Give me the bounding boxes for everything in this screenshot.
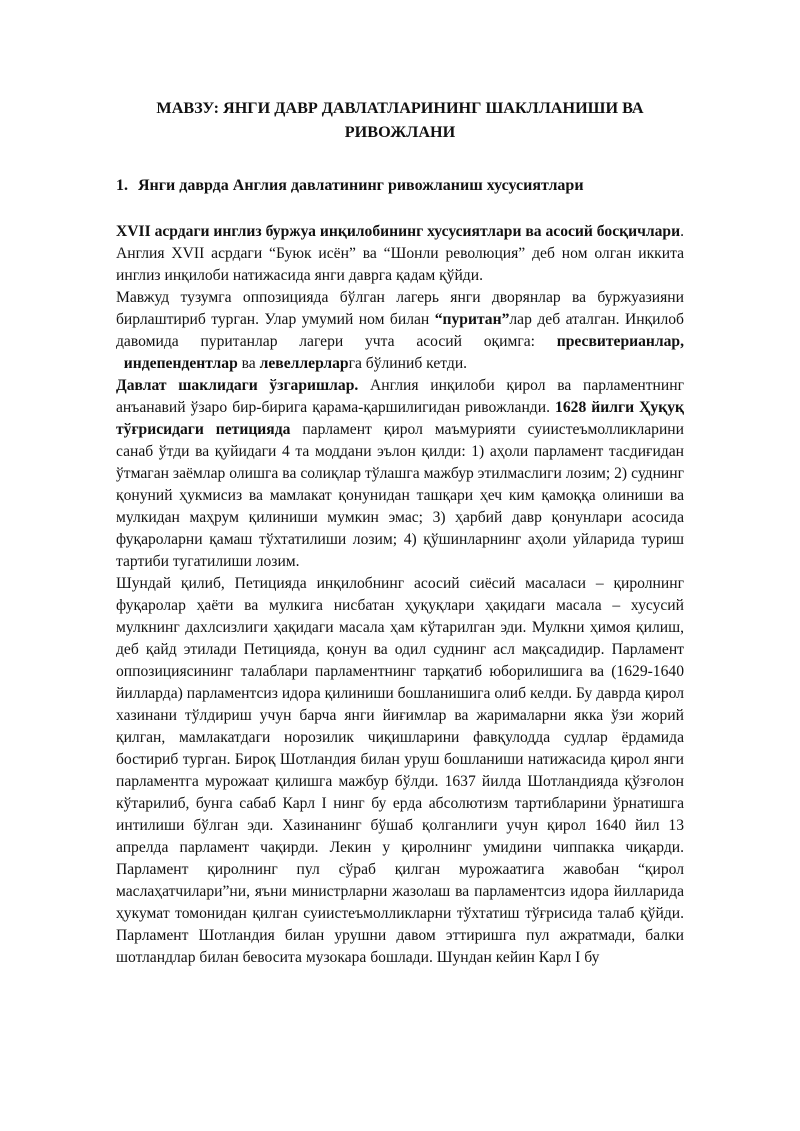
term-petition-of-right: 1628 йилги Ҳуқуқ тўғрисидаги петицияда: [116, 399, 684, 438]
paragraph-text: парламент қирол маъмурияти суиистеъмолликларини санаб ўтди ва қуйидаги 4 та моддани эълон қилди: 1) аҳоли парламент тасдиғидан ўтмаган заёмлар олишга ва солиқлар тўлашга мажбур этилмаслиги лозим; 2) суднинг қонуний ҳукмисиз ва мамлакат қонунидан ташқари ҳеч ким қамоққа олиниши ва мулкидан маҳрум қилиниши мумкин эмас; 3) ҳарбий давр қонунлари асосида фуқароларни қамаш тўхтатилиши лозим; 4) қўшинларнинг аҳоли уйларида туриш тартиби тугатилиши лозим.: [116, 421, 684, 570]
paragraph-text: . Англия XVII асрдаги “Буюк исён” ва “Шонли революция” деб ном олган иккита инглиз инқилоби натижасида янги даврга қадам қўйди.: [116, 223, 684, 284]
term-independents: индепендентлар: [123, 355, 238, 372]
document-title: МАВЗУ: ЯНГИ ДАВР ДАВЛАТЛАРИНИНГ ШАКЛЛАНИШИ ВА РИВОЖЛАНИ: [156, 99, 644, 141]
term-presbyterians: пресвитерианлар,: [556, 333, 684, 350]
paragraph-bold-lead: XVII асрдаги инглиз буржуа инқилобининг хусусиятлари ва асосий босқичлари: [116, 223, 681, 240]
section-heading: [116, 175, 684, 197]
paragraph-text: лар деб аталган. Инқилоб давомида пуританлар лагери учта асосий оқимга:: [116, 311, 684, 350]
paragraph-revolution-features: [116, 221, 684, 287]
paragraph-bold-lead: Давлат шаклидаги ўзгаришлар.: [116, 377, 359, 394]
term-levellers: левеллерлар: [259, 355, 349, 372]
document-page: [116, 96, 684, 969]
paragraph-text: га бўлиниб кетди.: [348, 355, 468, 372]
paragraph-text: ва: [237, 355, 260, 372]
section-number: 1.: [116, 177, 128, 194]
paragraph-spacing: [116, 355, 124, 372]
paragraph-text: Англия инқилоби қирол ва парламентнинг анъанавий ўзаро бир-бирига қарама-қаршилигидан ривожланди.: [116, 377, 684, 416]
paragraph-petition-consequences: Шундай қилиб, Петицияда инқилобнинг асосий сиёсий масаласи – қиролнинг фуқаролар ҳаёти ва мулкига нисбатан ҳуқуқлари ҳақидаги масала – хусусий мулкнинг дахлсизлиги ҳақидаги масала ҳам кўтарилган эди. Мулкни ҳимоя қилиш, деб қайд этилади Петицияда, қонун ва одил суднинг асл мақсадидир. Парламент оппозициясининг талаблари парламентнинг тарқатиб юборилишига ва (1629-1640 йилларда) парламентсиз идора қилиниши бошланишига олиб келди. Бу даврда қирол хазинани тўлдириш учун барча янги йиғимлар ва жарималарни якка ўзи жорий қилган, мамлакатдаги норозилик чиқишларини фавқулодда судлар ёрдамида бостириб турган. Бироқ Шотландия билан уруш бошланиши натижасида қирол янги парламентга мурожаат қилишга мажбур бўлди. 1637 йилда Шотландияда қўзғолон кўтарилиб, бунга сабаб Карл I нинг бу ерда абсолютизм тартибларини ўрнатишга интилиши бўлган эди. Хазинанинг бўшаб қолганлиги учун қирол 1640 йил 13 апрелда парламент чақирди. Лекин у қиролнинг умидини чиппакка чиқарди. Парламент қиролнинг пул сўраб қилган мурожаатига жавобан “қирол маслаҳатчилари”ни, яъни министрларни жазолаш ва парламентсиз идора йилларида ҳукумат томонидан қилган суиистеъмолликларни тўхтатиш тўғрисида талаб қўйди. Парламент Шотландия билан урушни давом эттиришга пул ажратмади, балки шотландлар билан бевосита музокара бошлади. Шундан кейин Карл I бу: [116, 575, 684, 966]
paragraph-text: Мавжуд тузумга оппозицияда бўлган лагерь янги дворянлар ва буржуазияни бирлаштириб турган. Улар умумий ном билан: [116, 289, 684, 328]
paragraph-state-changes: [116, 375, 684, 573]
section-heading-text: Янги даврда Англия давлатининг ривожланиш хусусиятлари: [138, 177, 584, 194]
paragraph-puritans: [116, 287, 684, 375]
term-puritan: “пуритан”: [434, 311, 510, 328]
